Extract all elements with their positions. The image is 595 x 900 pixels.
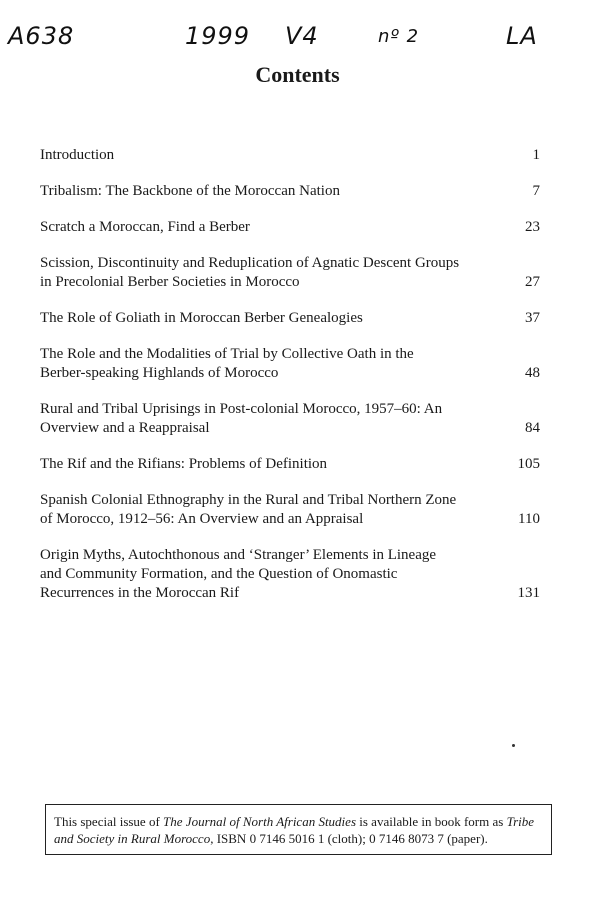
toc-entry-title: Rural and Tribal Uprisings in Post-colonial Morocco, 1957–60: An Overview and a Reappraisal (40, 401, 443, 436)
notice-book-title: Tribe and Society in Rural Morocco (54, 814, 535, 846)
toc-entry-title: The Role of Goliath in Moroccan Berber Genealogies (40, 310, 363, 326)
toc-entry-title: Tribalism: The Backbone of the Moroccan Nation (40, 183, 340, 199)
toc-entry-page: 105 (517, 456, 540, 472)
toc-entry-title: Scratch a Moroccan, Find a Berber (40, 219, 250, 235)
toc-entry (40, 491, 540, 529)
toc-entry-title: The Role and the Modalities of Trial by Collective Oath in the Berber-speaking Highlands of Morocco (40, 346, 414, 381)
toc-entry-title: The Rif and the Rifians: Problems of Definition (40, 456, 328, 472)
toc-entry-page: 1 (532, 147, 540, 163)
toc-entry-page: 27 (525, 274, 540, 290)
book-availability-notice (45, 804, 552, 855)
toc-entry-page: 23 (525, 219, 540, 235)
toc-entry-page: 48 (525, 365, 540, 381)
notice-middle: is available in book form as (356, 814, 507, 829)
toc-entry-page: 7 (532, 183, 540, 199)
toc-entry (40, 546, 540, 603)
toc-entry (40, 254, 540, 292)
toc-entry (40, 146, 540, 165)
toc-entry-page: 110 (518, 511, 540, 527)
notice-journal-title: The Journal of North African Studies (163, 814, 357, 829)
toc-entry-title: Introduction (40, 147, 115, 163)
handwritten-volume: V4 (285, 22, 319, 50)
toc-entry-title: Origin Myths, Autochthonous and ‘Stranger’ Elements in Lineage and Community Formation, and the Question of Onomastic Recurrences in the Moroccan Rif (40, 547, 437, 601)
toc-entry-page: 37 (525, 310, 540, 326)
toc-entry (40, 400, 540, 438)
toc-entry-page: 84 (525, 420, 540, 436)
toc-entry (40, 455, 540, 474)
toc-entry (40, 309, 540, 328)
toc-entry-title: Spanish Colonial Ethnography in the Rural and Tribal Northern Zone of Morocco, 1912–56: An Overview and an Appraisal (40, 492, 457, 527)
handwritten-call-number: A638 (8, 22, 75, 50)
notice-suffix: , ISBN 0 7146 5016 1 (cloth); 0 7146 8073 7 (paper). (210, 831, 488, 846)
handwritten-year: 1999 (185, 22, 251, 50)
speck-mark (512, 744, 515, 747)
toc-entry-title: Scission, Discontinuity and Reduplication of Agnatic Descent Groups in Precolonial Berber Societies in Morocco (40, 255, 460, 290)
toc-entry-page: 131 (517, 585, 540, 601)
toc-entry (40, 218, 540, 237)
handwritten-number: nº 2 (378, 26, 420, 47)
notice-prefix: This special issue of (54, 814, 164, 829)
page-title: Contents (255, 62, 340, 87)
handwritten-initials: LA (506, 22, 538, 50)
toc-entry (40, 345, 540, 383)
toc-entry (40, 182, 540, 201)
table-of-contents (40, 146, 540, 620)
